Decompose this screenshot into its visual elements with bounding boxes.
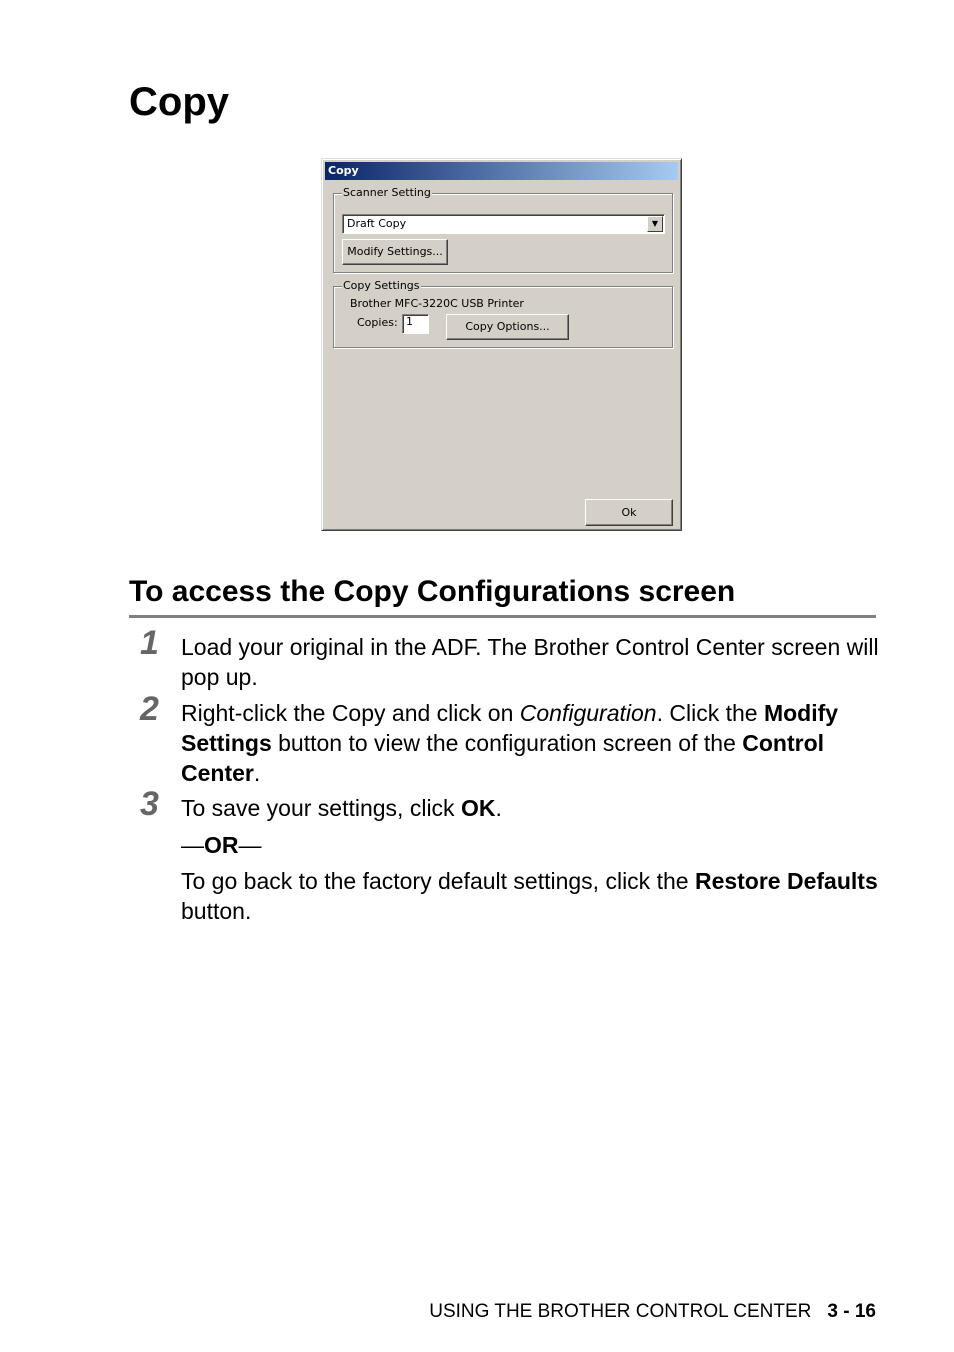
- footer-chapter: USING THE BROTHER CONTROL CENTER: [429, 1301, 812, 1322]
- step-2-modify-settings: Modify Settings: [181, 700, 839, 756]
- scanner-setting-dropdown[interactable]: [342, 214, 665, 234]
- step-text: [181, 632, 881, 692]
- or-separator: [181, 830, 881, 860]
- alt-text-a: To go back to the factory default settings, click the: [181, 868, 695, 894]
- step-2-text-a: Right-click the Copy and click on: [181, 700, 520, 726]
- or-dash-left: —: [181, 832, 204, 858]
- step-number: 2: [140, 690, 159, 728]
- step-text: [181, 698, 881, 788]
- chevron-down-icon[interactable]: ▼: [647, 216, 663, 232]
- modify-settings-button[interactable]: Modify Settings...: [342, 239, 448, 265]
- section-divider: [129, 615, 876, 618]
- copy-settings-group: [333, 279, 673, 348]
- step-number: 3: [140, 785, 159, 823]
- scanner-setting-label: Scanner Setting: [343, 186, 431, 199]
- or-dash-right: —: [238, 832, 262, 858]
- copy-options-button[interactable]: Copy Options...: [446, 314, 569, 340]
- page-footer: [429, 1300, 876, 1324]
- step-text: [181, 793, 881, 823]
- step-2-text-g: .: [253, 760, 261, 786]
- copy-dialog: [321, 158, 682, 531]
- step-1-text: Load your original in the ADF. The Brother Control Center screen will pop up.: [181, 634, 879, 690]
- printer-name: Brother MFC-3220C USB Printer: [350, 297, 524, 310]
- ok-button[interactable]: Ok: [585, 499, 673, 526]
- or-label: OR: [204, 832, 239, 858]
- step-3-ok: OK: [460, 795, 496, 821]
- alternative-text: [181, 866, 881, 926]
- copies-label: Copies:: [357, 316, 398, 329]
- step-3-text-a: To save your settings, click: [181, 795, 461, 821]
- dialog-titlebar: Copy: [325, 162, 678, 180]
- dropdown-selected-value: Draft Copy: [347, 217, 407, 230]
- copies-input[interactable]: 1: [402, 314, 429, 334]
- step-3-text-c: .: [495, 795, 502, 821]
- restore-defaults: Restore Defaults: [694, 868, 878, 894]
- footer-page-number: 3 - 16: [827, 1301, 876, 1322]
- step-2-control-center: Control Center: [181, 730, 825, 786]
- scanner-setting-group: [333, 186, 673, 273]
- step-2-text-c: . Click the: [656, 700, 764, 726]
- step-number: 1: [140, 624, 159, 662]
- alt-text-c: button.: [181, 898, 252, 924]
- step-2-text-e: button to view the configuration screen of the: [271, 730, 743, 756]
- page-title: Copy: [129, 80, 229, 124]
- step-2-configuration: Configuration: [519, 700, 657, 726]
- section-title: To access the Copy Configurations screen: [129, 575, 736, 608]
- copy-settings-label: Copy Settings: [343, 279, 420, 292]
